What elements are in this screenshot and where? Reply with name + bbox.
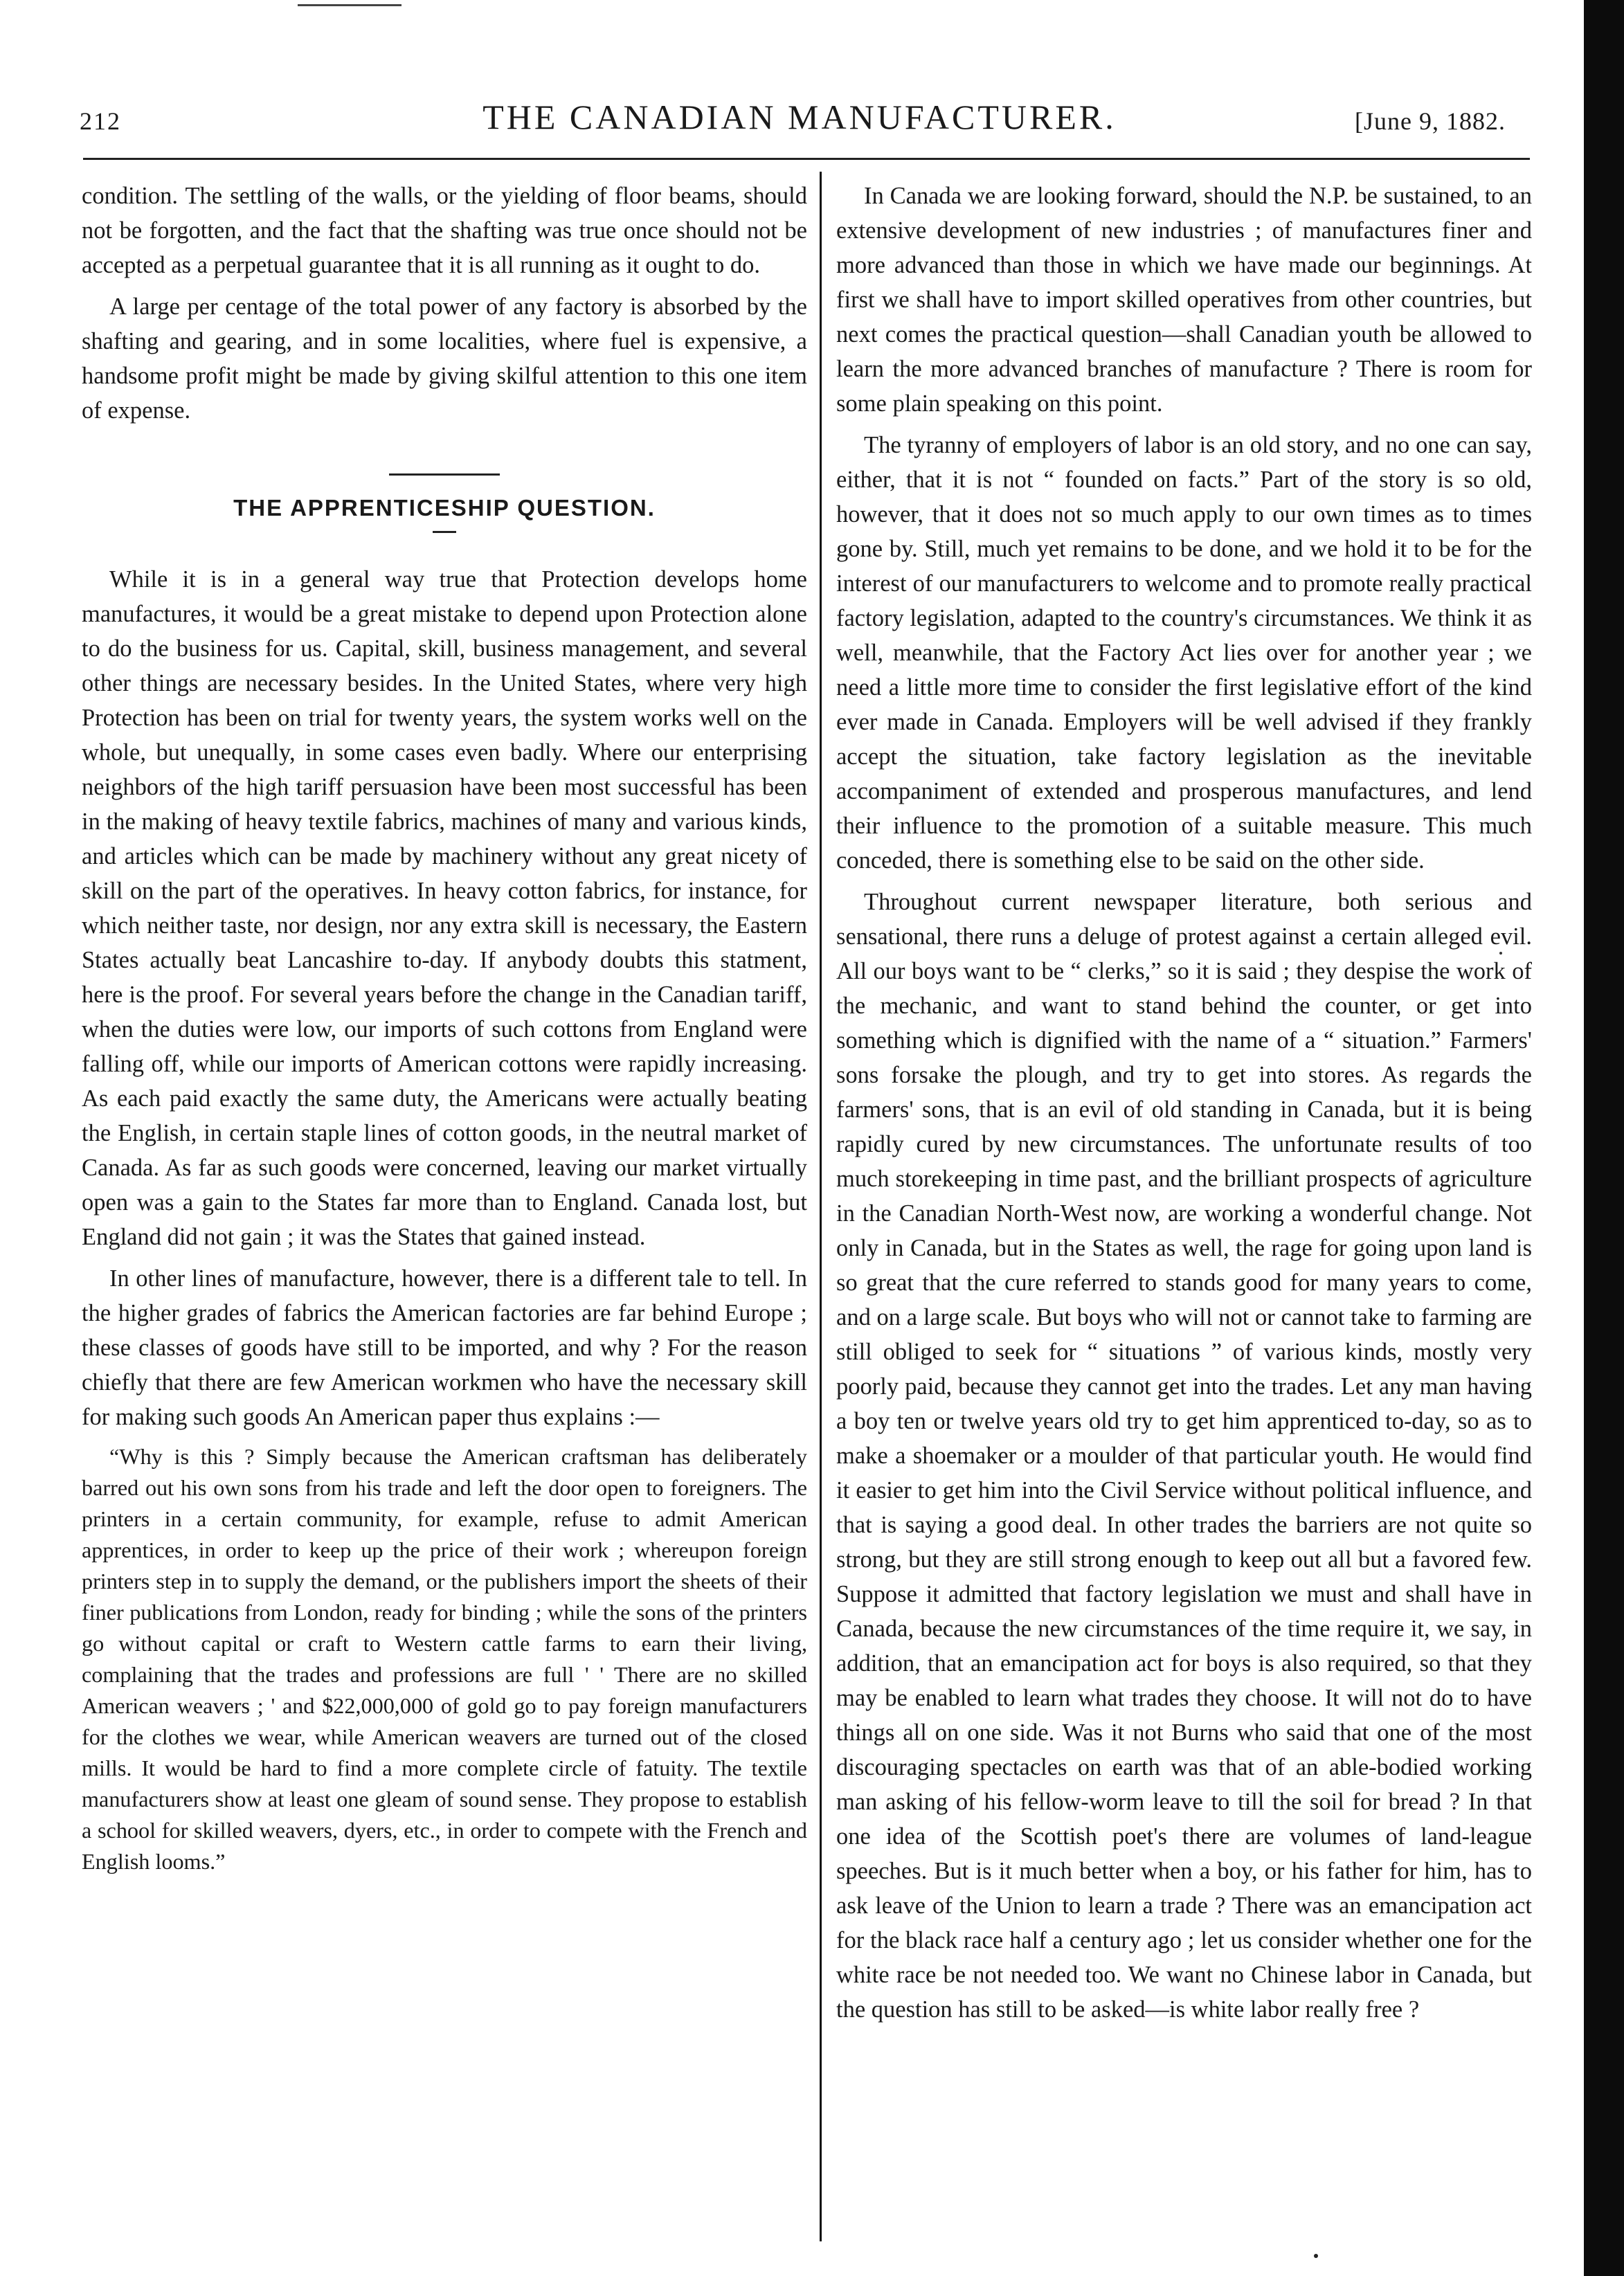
- continued-paragraph: condition. The settling of the walls, or the yielding of floor beams, should not be forgotten, and the fact that the shafting was true once should not be accepted as a perpetual guarantee that it is all running as it ought to do.: [82, 183, 807, 278]
- page-number: 212: [80, 107, 121, 135]
- article-paragraph: In other lines of manufacture, however, there is a different tale to tell. In the higher grades of fabrics the American factories are far behind Europe ; these classes of goods have still to be imported, and why ? For the reason chiefly that there are few American workmen who have the necessary skill for making such goods An American paper thus explains :—: [82, 1265, 807, 1430]
- right-column: [836, 179, 1532, 2034]
- title-dash: [433, 531, 456, 533]
- print-artifact: [298, 4, 402, 6]
- left-column: [82, 179, 807, 1884]
- article-paragraph: The tyranny of employers of labor is an old story, and no one can say, either, that it is not “ founded on facts.” Part of the story is so old, however, that it does not so much apply to our own times as to times gone by. Still, much yet remains to be done, and we hold it to be for the interest of our manufacturers to welcome and to promote really practical factory legislation, adapted to the country's circumstances. We think it as well, meanwhile, that the Factory Act lies over for another year ; we need a little more time to consider the first legislative effort of the kind ever made in Canada. Employers will be well advised if they frankly accept the situation, take factory legislation as the inevitable accompaniment of extended and prosperous manufactures, and lend their influence to the promotion of a suitable measure. This much conceded, there is something else to be said on the other side.: [836, 432, 1532, 874]
- header-rule: [83, 158, 1530, 160]
- article-title: THE APPRENTICESHIP QUESTION.: [233, 495, 656, 521]
- scan-edge-shadow: [1584, 0, 1624, 2276]
- section-rule: [389, 473, 500, 476]
- column-divider: [820, 172, 822, 2241]
- block-quote: “Why is this ? Simply because the American craftsman has deliberately barred out his own sons from his trade and left the door open to foreigners. The printers in a certain community, for example, refuse to admit American apprentices, in order to keep up the price of their work ; whereupon foreign printers step in to supply the demand, or the publishers import the sheets of their finer publications from London, ready for binding ; while the sons of the printers go without capital or craft to Western cattle farms to earn their living, complaining that the trades and professions are full ' ' There are no skilled American weavers ; ' and $22,000,000 of gold go to pay foreign manufacturers for the clothes we wear, while American weavers are turned out of the closed mills. It would be hard to find a more complete circle of fatuity. The textile manufacturers show at least one gleam of sound sense. They propose to establish a school for skilled weavers, dyers, etc., in order to compete with the French and English looms.”: [82, 1444, 807, 1874]
- running-head: [80, 97, 1519, 145]
- issue-date: [June 9, 1882.: [1355, 107, 1506, 135]
- journal-title: THE CANADIAN MANUFACTURER.: [482, 98, 1117, 136]
- print-speck: [1314, 2254, 1318, 2258]
- article-paragraph: In Canada we are looking forward, should the N.P. be sustained, to an extensive development of new industries ; of manufactures finer and more advanced than those in which we have made our beginnings. At first we shall have to import skilled operatives from other countries, but next comes the practical question—shall Canadian youth be allowed to learn the more advanced branches of manufacture ? There is room for some plain speaking on this point.: [836, 183, 1532, 417]
- article-paragraph: While it is in a general way true that Protection develops home manufactures, it would be a great mistake to depend upon Protection alone to do the business for us. Capital, skill, business management, and several other things are necessary besides. In the United States, where very high Protection has been on trial for twenty years, the system works well on the whole, but unequally, in some cases even badly. Where our enterprising neighbors of the high tariff persuasion have been most successful has been in the making of heavy textile fabrics, machines of many and various kinds, and articles which can be made by machinery without any great nicety of skill on the part of the operatives. In heavy cotton fabrics, for instance, for which neither taste, nor design, nor any extra skill is necessary, the Eastern States actually beat Lancashire to-day. If anybody doubts this statment, here is the proof. For several years before the change in the Canadian tariff, when the duties were low, our imports of such cottons from England were falling off, while our imports of American cottons were rapidly increasing. As each paid exactly the same duty, the Americans were actually beating the English, in certain staple lines of cotton goods, in the neutral market of Canada. As far as such goods were concerned, leaving our market virtually open was a gain to the States far more than to England. Canada lost, but England did not gain ; it was the States that gained instead.: [82, 566, 807, 1250]
- continued-paragraph: A large per centage of the total power of any factory is absorbed by the shafting and gearing, and in some localities, where fuel is expensive, a handsome profit might be made by giving skilful attention to this one item of expense.: [82, 293, 807, 424]
- article-paragraph: Throughout current newspaper literature, both serious and sensational, there runs a deluge of protest against a certain alleged evil. All our boys want to be “ clerks,” so it is said ; they despise the work of the mechanic, and want to stand behind the counter, or get into something which is dignified with the name of a “ situation.” Farmers' sons forsake the plough, and try to get into stores. As regards the farmers' sons, that is an evil of old standing in Canada, but it is being rapidly cured by new circumstances. The unfortunate results of too much storekeeping in time past, and the brilliant prospects of agriculture in the Canadian North-West now, are working a wonderful change. Not only in Canada, but in the States as well, the rage for going upon land is so great that the cure referred to stands good for many years to come, and on a large scale. But boys who will not or cannot take to farming are still obliged to seek for “ situations ” of various kinds, mostly very poorly paid, because they cannot get into the trades. Let any man having a boy ten or twelve years old try to get him apprenticed to-day, so as to make a shoemaker or a moulder of that particular youth. He would find it easier to get him into the Civil Service without political influence, and that is saying a good deal. In other trades the barriers are not quite so strong, but they are still strong enough to keep out all but a favored few. Suppose it admitted that factory legislation we must and shall have in Canada, because the new circumstances of the time require it, we say, in addition, that an emancipation act for boys is also required, so that they may be enabled to learn what trades they choose. It will not do to have things all on one side. Was it not Burns who said that one of the most discouraging spectacles on earth was that of an able-bodied working man asking of his fellow-worm leave to till the soil for bread ? In that one idea of the Scottish poet's there are volumes of land-league speeches. But is it much better when a boy, or his father for him, has to ask leave of the Union to learn a trade ? There was an emancipation act for the black race half a century ago ; let us consider whether one for the white race be not needed too. We want no Chinese labor in Canada, but the question has still to be asked—is white labor really free ?: [836, 889, 1532, 2023]
- print-speck: [1499, 952, 1502, 955]
